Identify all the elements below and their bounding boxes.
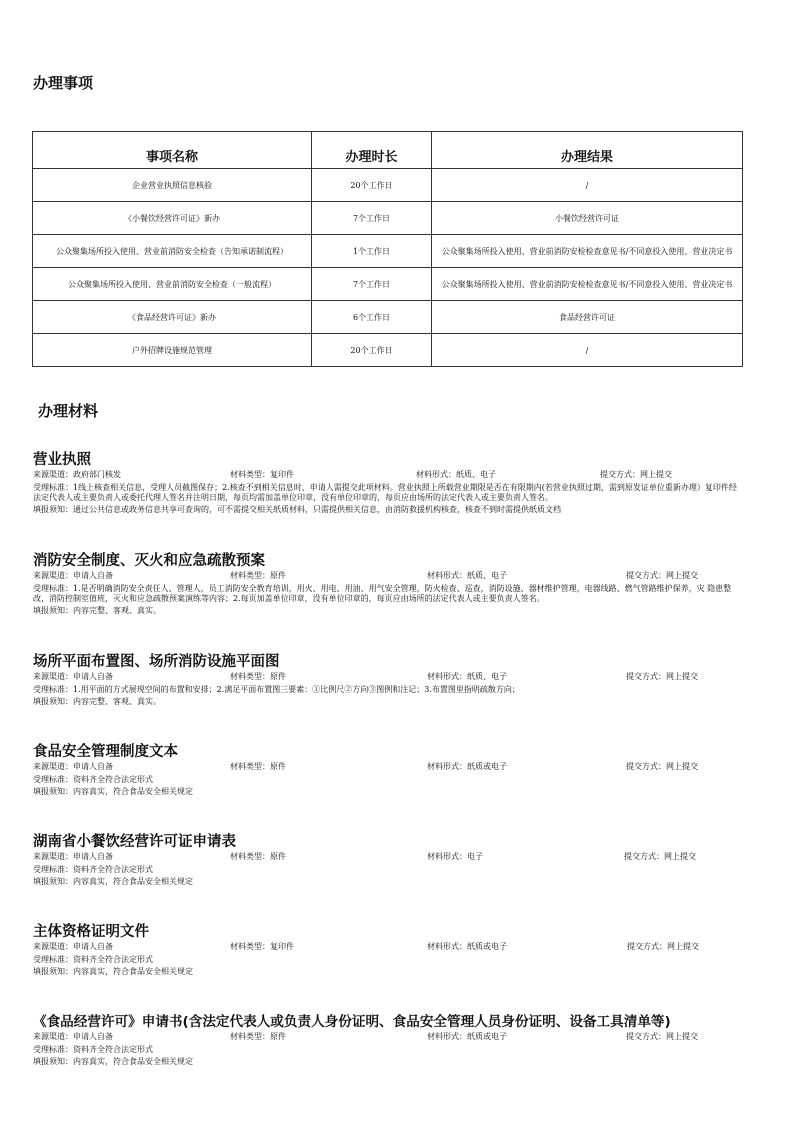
material-submit: 提交方式：网上提交 [626, 1032, 698, 1041]
material-title: 《食品经营许可》申请书(含法定代表人或负责人身份证明、食品安全管理人员身份证明、设备工具清单等) [33, 1014, 671, 1030]
table-row [33, 301, 743, 334]
cell-item-name: 《食品经营许可证》新办 [33, 301, 312, 334]
cell-result: / [432, 169, 743, 202]
material-title: 食品安全管理制度文本 [33, 744, 178, 760]
table-row [33, 334, 743, 367]
material-source: 来源渠道：申请人自备 [33, 672, 113, 681]
cell-result: 食品经营许可证 [432, 301, 743, 334]
table-row [33, 268, 743, 301]
material-meta [33, 671, 753, 683]
material-note: 填报须知：内容真实，符合食品安全相关规定 [33, 877, 193, 886]
material-submit: 提交方式：网上提交 [626, 571, 698, 580]
cell-result: 小餐饮经营许可证 [432, 202, 743, 235]
cell-item-name: 公众聚集场所投入使用、营业前消防安全检查（一般流程） [33, 268, 312, 301]
material-submit: 提交方式：网上提交 [624, 852, 696, 861]
cell-duration: 6个工作日 [312, 301, 432, 334]
material-form: 材料形式：纸质、电子 [416, 470, 496, 479]
material-block [33, 833, 753, 887]
material-form: 材料形式：纸质、电子 [427, 672, 507, 681]
cell-item-name: 户外招牌设施规范管理 [33, 334, 312, 367]
items-table [32, 131, 743, 367]
material-form: 材料形式：电子 [427, 852, 483, 861]
material-form: 材料形式：纸质或电子 [427, 942, 507, 951]
material-block [33, 552, 753, 616]
material-note: 填报须知：内容完整、客观、真实。 [33, 606, 161, 615]
material-block [33, 1013, 753, 1067]
material-standard: 受理标准：1.是否明确消防安全责任人、管理人，员工消防安全教育培训，用火、用电、用油、用气安全管理，防火检查、巡查，消防设施、器材维护管理，电器线路、燃气管路维护保养，灾 隐患整改，消防控制室值班，灭火和应急疏散预案演练等内容；2.每页加盖单位印章，没有单位印章的，每页应由场所的法定代表人或主要负责人签名。 [33, 584, 732, 603]
material-title: 场所平面布置图、场所消防设施平面图 [33, 654, 280, 670]
material-source: 来源渠道：申请人自备 [33, 852, 113, 861]
cell-duration: 7个工作日 [312, 202, 432, 235]
material-type: 材料类型：复印件 [230, 470, 294, 479]
cell-duration: 7个工作日 [312, 268, 432, 301]
materials-heading: 办理材料 [38, 402, 99, 420]
material-meta [33, 469, 753, 481]
material-source: 来源渠道：申请人自备 [33, 571, 113, 580]
material-submit: 提交方式：网上提交 [626, 672, 698, 681]
header-item-name: 事项名称 [33, 132, 312, 169]
material-submit: 提交方式：网上提交 [626, 762, 698, 771]
material-block [33, 923, 753, 977]
material-standard: 受理标准：资料齐全符合法定形式 [33, 955, 153, 964]
material-block [33, 653, 753, 707]
material-type: 材料类型：复印件 [230, 942, 294, 951]
material-note: 填报须知：内容真实，符合食品安全相关规定 [33, 967, 193, 976]
header-result: 办理结果 [432, 132, 743, 169]
cell-result: / [432, 334, 743, 367]
material-meta [33, 761, 753, 773]
material-note: 填报须知：内容真实，符合食品安全相关规定 [33, 787, 193, 796]
material-form: 材料形式：纸质或电子 [427, 762, 507, 771]
material-form: 材料形式：纸质或电子 [427, 1032, 507, 1041]
material-meta [33, 1031, 753, 1043]
cell-result: 公众聚集场所投入使用、营业前消防安检检查意见书/不同意投入使用、营业决定书 [432, 268, 743, 301]
material-standard: 受理标准：1.用平面的方式展现空间的布置和安排；2.满足平面布置图三要素：①比例尺②方向③图例和注记；3.布置图里指明疏散方向； [33, 685, 520, 694]
table-row [33, 202, 743, 235]
header-duration: 办理时长 [312, 132, 432, 169]
material-note: 填报须知：内容完整、客观、真实。 [33, 697, 161, 706]
material-form: 材料形式：纸质、电子 [427, 571, 507, 580]
material-standard: 受理标准：资料齐全符合法定形式 [33, 1045, 153, 1054]
material-submit: 提交方式：网上提交 [600, 470, 672, 479]
material-title: 消防安全制度、灭火和应急疏散预案 [33, 553, 265, 569]
material-standard: 受理标准：资料齐全符合法定形式 [33, 865, 153, 874]
items-heading: 办理事项 [33, 74, 94, 92]
material-title: 营业执照 [33, 452, 91, 468]
cell-duration: 20个工作日 [312, 169, 432, 202]
cell-item-name: 公众聚集场所投入使用、营业前消防安全检查（告知承诺制流程） [33, 235, 312, 268]
material-type: 材料类型：原件 [230, 672, 286, 681]
material-source: 来源渠道：申请人自备 [33, 762, 113, 771]
material-type: 材料类型：原件 [230, 571, 286, 580]
material-meta [33, 851, 753, 863]
cell-item-name: 《小餐饮经营许可证》新办 [33, 202, 312, 235]
material-type: 材料类型：原件 [230, 852, 286, 861]
material-title: 主体资格证明文件 [33, 924, 149, 940]
material-type: 材料类型：原件 [230, 762, 286, 771]
material-standard: 受理标准：1线上核查相关信息，受理人员截图保存；2.核查不到相关信息时，申请人需提交此项材料。营业执照上所载营业期限是否在有限期内(若营业执照过期，需到原发证单位重新办理）复印件经法定代表人或主要负责人或委托代理人签名并注明日期，每页均需加盖单位印章，没有单位印章的，每页应由场所的法定代表人或主要负责人签名。 [33, 483, 737, 502]
material-meta [33, 570, 753, 582]
material-title: 湖南省小餐饮经营许可证申请表 [33, 834, 236, 850]
material-source: 来源渠道：申请人自备 [33, 1032, 113, 1041]
material-note: 填报须知：内容真实，符合食品安全相关规定 [33, 1057, 193, 1066]
material-type: 材料类型：原件 [230, 1032, 286, 1041]
table-header-row [33, 132, 743, 169]
material-standard: 受理标准：资料齐全符合法定形式 [33, 775, 153, 784]
table-row [33, 169, 743, 202]
material-meta [33, 941, 753, 953]
material-submit: 提交方式：网上提交 [627, 942, 699, 951]
material-note: 填报须知：通过公共信息或政务信息共享可查询的，可不需提交相关纸质材料，只需提供相关信息，由消防救援机构核查，核查不到时需提供纸质文档 [33, 505, 561, 514]
material-block [33, 451, 753, 515]
cell-item-name: 企业营业执照信息核验 [33, 169, 312, 202]
cell-result: 公众聚集场所投入使用、营业前消防安检检查意见书/不同意投入使用、营业决定书 [432, 235, 743, 268]
material-block [33, 743, 753, 797]
cell-duration: 1个工作日 [312, 235, 432, 268]
material-source: 来源渠道：政府部门核发 [33, 470, 121, 479]
cell-duration: 20个工作日 [312, 334, 432, 367]
table-row [33, 235, 743, 268]
material-source: 来源渠道：申请人自备 [33, 942, 113, 951]
